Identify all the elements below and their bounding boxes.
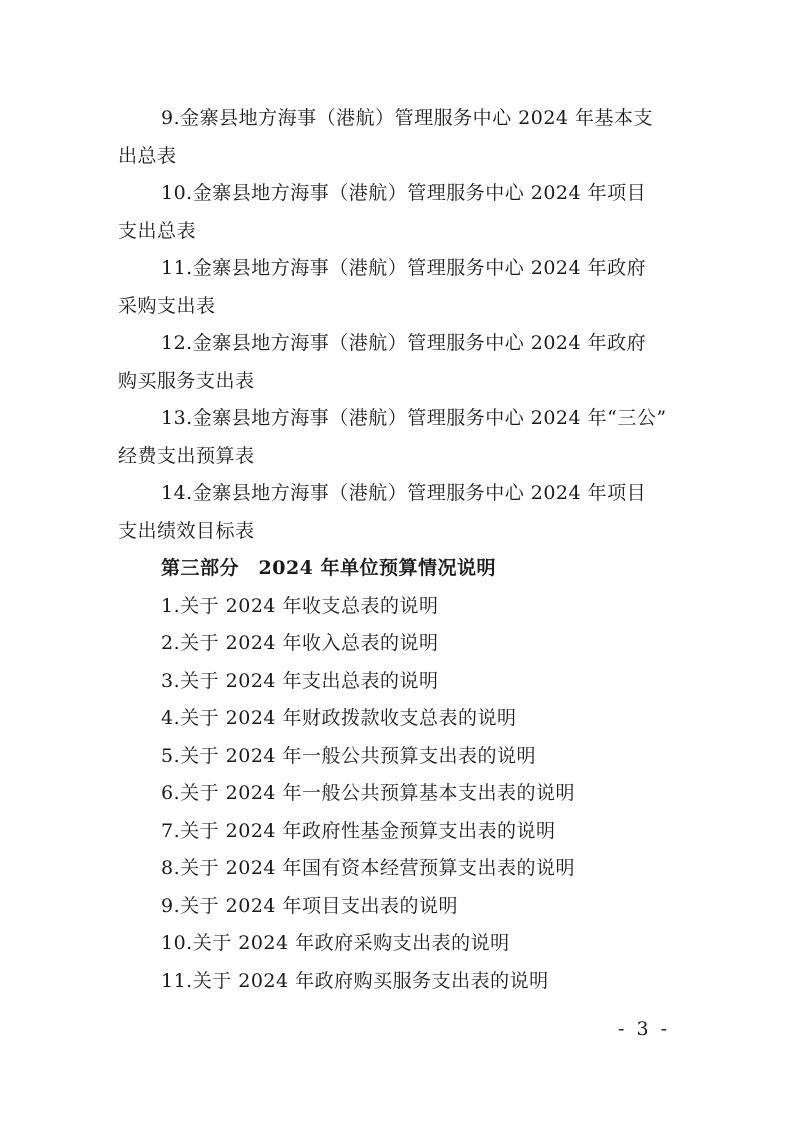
toc-item: 4.关于 2024 年财政拨款收支总表的说明: [161, 707, 517, 729]
toc-item: 6.关于 2024 年一般公共预算基本支出表的说明: [161, 782, 576, 804]
toc-item: 3.关于 2024 年支出总表的说明: [161, 669, 439, 692]
toc-entry-text: 9.金寨县地方海事（港航）管理服务中心 2024 年基本支: [161, 107, 654, 129]
section-heading-part3: 第三部分 2024 年单位预算情况说明: [161, 557, 496, 579]
toc-item: 8.关于 2024 年国有资本经营预算支出表的说明: [161, 857, 576, 879]
toc-entry-12: [118, 325, 678, 400]
toc-item: 10.关于 2024 年政府采购支出表的说明: [161, 932, 510, 954]
toc-entry-continuation: 出总表: [118, 144, 177, 167]
toc-item: 11.关于 2024 年政府购买服务支出表的说明: [161, 969, 549, 992]
page-number: - 3 -: [618, 1018, 671, 1040]
toc-entry-11: [118, 250, 678, 325]
toc-item: 5.关于 2024 年一般公共预算支出表的说明: [161, 744, 537, 767]
table-of-contents: [118, 100, 678, 1000]
toc-entry-9: [118, 100, 678, 175]
toc-entry-text: 11.金寨县地方海事（港航）管理服务中心 2024 年政府: [161, 257, 647, 279]
toc-entry-text: 12.金寨县地方海事（港航）管理服务中心 2024 年政府: [161, 332, 647, 354]
toc-entry-13: [118, 400, 678, 475]
toc-item: 1.关于 2024 年收支总表的说明: [161, 594, 439, 617]
toc-entry-text: 13.金寨县地方海事（港航）管理服务中心 2024 年“三公”: [161, 407, 667, 429]
toc-entry-continuation: 支出绩效目标表: [118, 519, 255, 542]
toc-entry-continuation: 采购支出表: [118, 294, 216, 317]
toc-item: 9.关于 2024 年项目支出表的说明: [161, 894, 459, 917]
toc-entry-continuation: 购买服务支出表: [118, 369, 255, 392]
toc-entry-text: 14.金寨县地方海事（港航）管理服务中心 2024 年项目: [161, 482, 647, 504]
toc-item: 7.关于 2024 年政府性基金预算支出表的说明: [161, 819, 556, 842]
toc-entry-14: [118, 475, 678, 550]
toc-entry-10: [118, 175, 678, 250]
toc-item: 2.关于 2024 年收入总表的说明: [161, 632, 439, 654]
toc-entry-text: 10.金寨县地方海事（港航）管理服务中心 2024 年项目: [161, 182, 647, 204]
toc-entry-continuation: 经费支出预算表: [118, 444, 255, 467]
toc-entry-continuation: 支出总表: [118, 219, 197, 242]
